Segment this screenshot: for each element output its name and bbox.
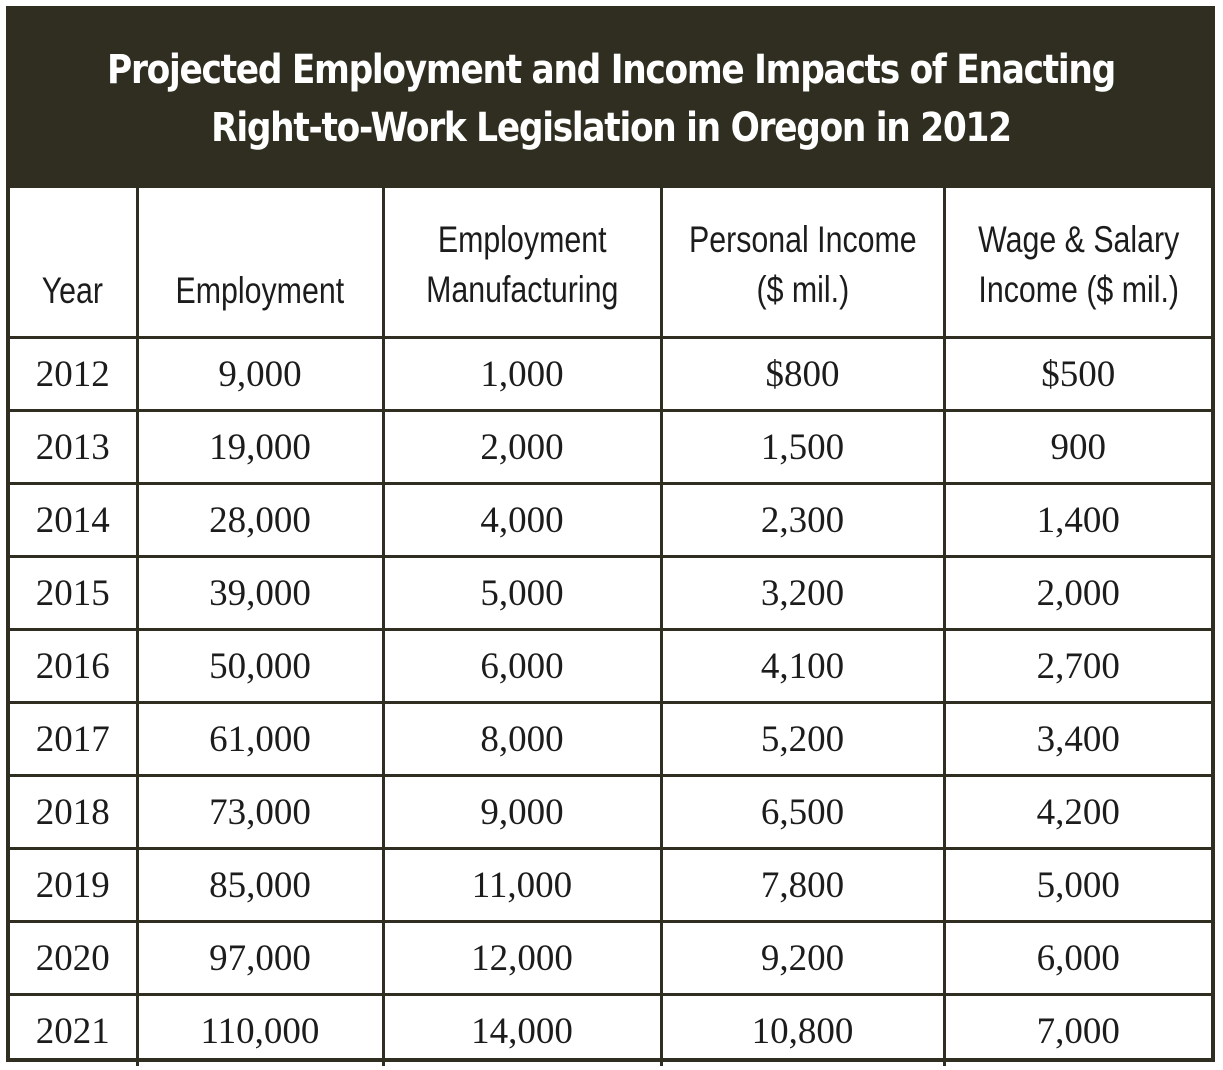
year-cell: 2019: [10, 849, 137, 922]
table-frame: [6, 6, 1215, 1062]
wage-salary-cell: 4,200: [944, 776, 1211, 849]
personal-income-cell: 6,500: [661, 776, 944, 849]
manufacturing-cell: 8,000: [383, 703, 661, 776]
title-bar: [10, 10, 1211, 188]
chart-title-line-2: Right-to-Work Legislation in Oregon in 2012: [210, 105, 1011, 151]
column-header-year: Year: [10, 188, 137, 338]
wage-salary-cell: 7,000: [1036, 1010, 1120, 1052]
table-row: [10, 557, 1211, 630]
header-row: [10, 188, 1211, 338]
personal-income-cell: 9,200: [661, 922, 944, 995]
wage-salary-cell: 1,400: [944, 484, 1211, 557]
personal-income-cell: 1,500: [661, 411, 944, 484]
employment-cell: 39,000: [137, 557, 383, 630]
table-row: [10, 776, 1211, 849]
year-cell: 2012: [10, 338, 137, 411]
employment-cell: 73,000: [137, 776, 383, 849]
year-cell: 2016: [10, 630, 137, 703]
manufacturing-cell: 6,000: [383, 630, 661, 703]
manufacturing-cell: 1,000: [383, 338, 661, 411]
table-row: [10, 338, 1211, 411]
personal-income-cell: 10,800: [661, 995, 944, 1067]
wage-salary-cell: $500: [944, 338, 1211, 411]
year-cell: 2013: [10, 411, 137, 484]
employment-cell: 110,000: [137, 995, 383, 1067]
wage-salary-cell: 5,000: [944, 849, 1211, 922]
table-row: [10, 922, 1211, 995]
personal-income-cell: $800: [661, 338, 944, 411]
personal-income-cell: 5,200: [661, 703, 944, 776]
data-table: [10, 188, 1211, 1066]
wage-salary-cell: 2,700: [944, 630, 1211, 703]
chart-title: [107, 41, 1115, 157]
manufacturing-cell: 14,000: [383, 995, 661, 1067]
year-cell: 2015: [10, 557, 137, 630]
manufacturing-cell: 12,000: [383, 922, 661, 995]
year-cell: 2021: [10, 995, 137, 1067]
personal-income-cell: 7,800: [661, 849, 944, 922]
year-cell: 2017: [10, 703, 137, 776]
chart-title-line-1: Projected Employment and Income Impacts of Enacting: [106, 47, 1115, 93]
table-row: [10, 411, 1211, 484]
column-header-wage-salary-income: Wage & Salary Income ($ mil.): [944, 188, 1211, 338]
personal-income-cell: 2,300: [661, 484, 944, 557]
wage-salary-cell: 6,000: [944, 922, 1211, 995]
employment-cell: 50,000: [137, 630, 383, 703]
manufacturing-cell: 11,000: [383, 849, 661, 922]
year-cell: 2018: [10, 776, 137, 849]
employment-cell: 85,000: [137, 849, 383, 922]
table-row: [10, 703, 1211, 776]
column-header-personal-income: Personal Income ($ mil.): [661, 188, 944, 338]
manufacturing-cell: 4,000: [383, 484, 661, 557]
column-header-employment-manufacturing: Employment Manufacturing: [383, 188, 661, 338]
year-cell: 2014: [10, 484, 137, 557]
table-body: [10, 338, 1211, 1067]
table-row: [10, 484, 1211, 557]
table-row: [10, 630, 1211, 703]
employment-cell: 61,000: [137, 703, 383, 776]
personal-income-cell: 4,100: [661, 630, 944, 703]
employment-cell: 9,000: [137, 338, 383, 411]
personal-income-cell: 3,200: [661, 557, 944, 630]
employment-cell: 97,000: [137, 922, 383, 995]
column-header-employment: Employment: [137, 188, 383, 338]
year-cell: 2020: [10, 922, 137, 995]
manufacturing-cell: 2,000: [383, 411, 661, 484]
table-row: [10, 849, 1211, 922]
wage-salary-cell: 900: [944, 411, 1211, 484]
employment-cell: 28,000: [137, 484, 383, 557]
manufacturing-cell: 9,000: [383, 776, 661, 849]
employment-cell: 19,000: [137, 411, 383, 484]
wage-salary-cell: 3,400: [944, 703, 1211, 776]
wage-salary-cell: 2,000: [944, 557, 1211, 630]
manufacturing-cell: 5,000: [383, 557, 661, 630]
table-row: [10, 995, 1211, 1067]
